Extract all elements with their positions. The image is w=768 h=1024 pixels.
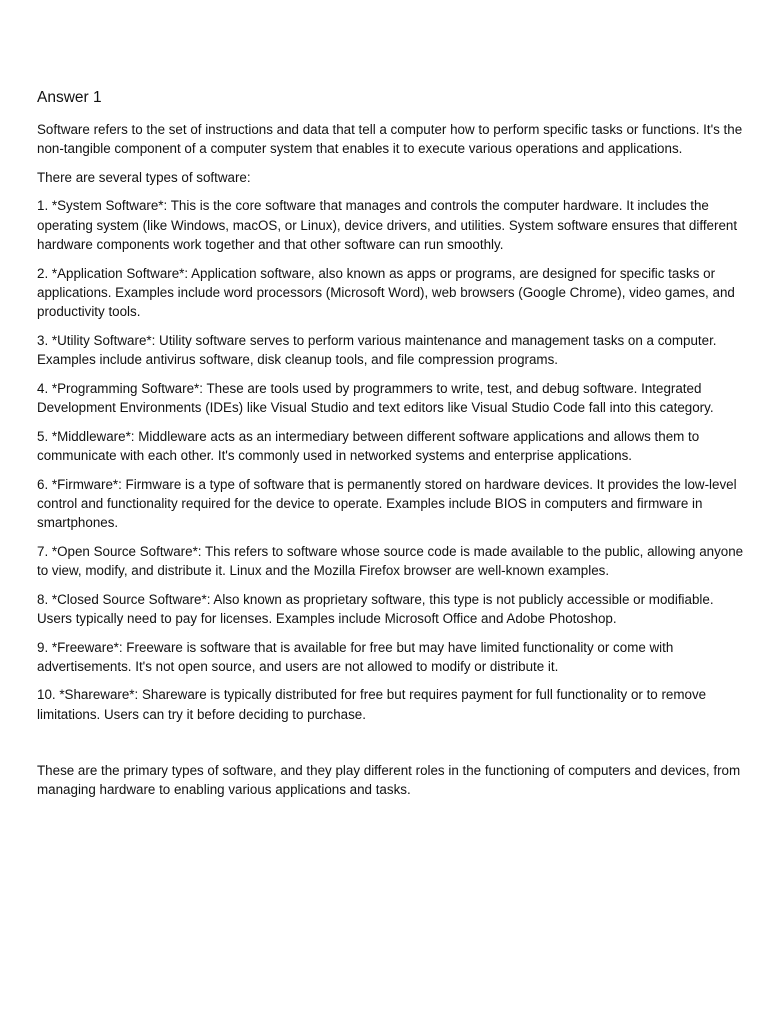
page-title: Answer 1: [37, 89, 102, 106]
list-item: 8. *Closed Source Software*: Also known as proprietary software, this type is not publicly accessible or modifiable. Users typically need to pay for licenses. Examples include Microsoft Office and Adobe Photoshop.: [37, 591, 714, 626]
lead-paragraph: There are several types of software:: [37, 169, 251, 185]
list-item: 4. *Programming Software*: These are tools used by programmers to write, test, and debug software. Integrated Development Environments (IDEs) like Visual Studio and text editors like Visual Studio Code fall into this category.: [37, 380, 714, 416]
software-types-list: [37, 196, 745, 724]
list-item: 2. *Application Software*: Application software, also known as apps or programs, are designed for specific tasks or applications. Examples include word processors (Microsoft Word), web browsers (Google Chrome), video games, and productivity tools.: [37, 265, 735, 320]
list-item: 5. *Middleware*: Middleware acts as an intermediary between different software applications and allows them to communicate with each other. It's commonly used in networked systems and enterprise applications.: [37, 428, 700, 463]
list-item: 3. *Utility Software*: Utility software serves to perform various maintenance and management tasks on a computer. Examples include antivirus software, disk cleanup tools, and file compression programs.: [37, 332, 717, 368]
list-item: 7. *Open Source Software*: This refers to software whose source code is made available to the public, allowing anyone to view, modify, and distribute it. Linux and the Mozilla Firefox browser are well-known examples.: [37, 543, 744, 579]
conclusion-paragraph: These are the primary types of software, and they play different roles in the functioning of computers and devices, from managing hardware to enabling various applications and tasks.: [37, 762, 741, 798]
intro-paragraph: Software refers to the set of instructions and data that tell a computer how to perform specific tasks or functions. It's the non-tangible component of a computer system that enables it to execute various operations and applications.: [37, 122, 743, 157]
document-body: [37, 88, 745, 809]
list-item: 6. *Firmware*: Firmware is a type of software that is permanently stored on hardware devices. It provides the low-level control and functionality required for the device to operate. Examples include BIOS in computers and firmware in smartphones.: [37, 476, 737, 531]
list-item: 1. *System Software*: This is the core software that manages and controls the computer hardware. It includes the operating system (like Windows, macOS, or Linux), device drivers, and utilities. System software ensures that different hardware components work together and that other software can run smoothly.: [37, 198, 738, 253]
list-item: 10. *Shareware*: Shareware is typically distributed for free but requires payment for full functionality or to remove limitations. Users can try it before deciding to purchase.: [37, 687, 707, 722]
list-item: 9. *Freeware*: Freeware is software that is available for free but may have limited functionality or come with advertisements. It's not open source, and users are not allowed to modify or distribute it.: [37, 639, 674, 674]
